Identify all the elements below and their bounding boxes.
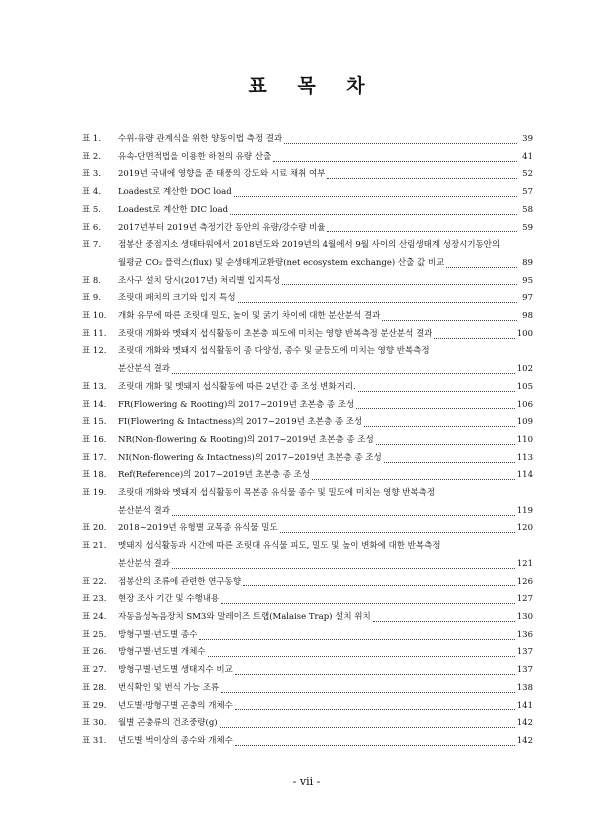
leader-dots bbox=[358, 390, 515, 392]
leader-dots bbox=[221, 602, 515, 604]
toc-entry-page: 100 bbox=[516, 328, 533, 339]
toc-entry-title: 방형구별·년도별 종수 bbox=[118, 629, 198, 640]
toc-entry-title: 2018~2019년 유형별 교목종 유식물 밀도 bbox=[118, 523, 278, 534]
toc-entry-title: NI(Non-flowering & Intactness)의 2017~2019년 초본층 종 조성 bbox=[118, 452, 382, 463]
toc-entry[interactable] bbox=[82, 644, 533, 662]
toc-entry-title: Ref(Reference)의 2017~2019년 초본층 종 조성 bbox=[118, 470, 311, 481]
leader-dots bbox=[172, 514, 515, 516]
toc-entry-page: 97 bbox=[522, 293, 533, 304]
toc-entry[interactable] bbox=[82, 379, 533, 397]
toc-entry-label: 표 20. bbox=[82, 523, 107, 534]
toc-entry-title: 조릿대 패치의 크기와 입지 특성 bbox=[118, 293, 236, 304]
toc-entry-label: 표 24. bbox=[82, 611, 107, 622]
toc-entry-label: 표 12. bbox=[82, 346, 107, 357]
toc-entry-title: 월평균 CO₂ 플럭스(flux) 및 순생태계교환량(net ecosystem exchange) 산출 값 비교 bbox=[118, 257, 445, 268]
toc-entry[interactable] bbox=[82, 538, 533, 573]
toc-entry-page: 137 bbox=[516, 665, 533, 676]
toc-entry-title: 조릿대 개화와 멧돼지 섭식활동이 종 다양성, 종수 및 균등도에 미치는 영향 반복측정 bbox=[118, 346, 430, 357]
toc-entry[interactable] bbox=[82, 574, 533, 592]
toc-entry[interactable] bbox=[82, 662, 533, 680]
toc-entry-page: 142 bbox=[516, 735, 533, 746]
toc-entry[interactable] bbox=[82, 202, 533, 220]
toc-entry-title: Loadest로 계산한 DIC load bbox=[118, 204, 229, 215]
toc-entry-title: 2017년부터 2019년 측정기간 동안의 유량/강수량 비율 bbox=[118, 222, 326, 233]
toc-entry-label: 표 26. bbox=[82, 647, 107, 658]
toc-entry-page: 41 bbox=[522, 151, 533, 162]
toc-entry-label: 표 15. bbox=[82, 417, 107, 428]
table-of-contents bbox=[82, 131, 533, 751]
toc-entry-label: 표 29. bbox=[82, 700, 107, 711]
toc-entry-label: 표 19. bbox=[82, 488, 107, 499]
toc-entry-title: FR(Flowering & Rooting)의 2017~2019년 초본층 종 조성 bbox=[118, 399, 355, 410]
leader-dots bbox=[327, 177, 517, 179]
toc-entry-label: 표 2. bbox=[82, 151, 102, 162]
leader-dots bbox=[284, 142, 517, 144]
toc-entry-label: 표 25. bbox=[82, 629, 107, 640]
toc-entry-title: Loadest로 계산한 DOC load bbox=[118, 187, 232, 198]
toc-entry-page: 113 bbox=[516, 452, 533, 463]
toc-entry[interactable] bbox=[82, 308, 533, 326]
toc-entry[interactable] bbox=[82, 220, 533, 238]
toc-entry-title: 개화 유무에 따른 조릿대 밀도, 높이 및 굵기 차이에 대한 분산분석 결과 bbox=[118, 311, 381, 322]
toc-entry-page: 127 bbox=[516, 594, 533, 605]
leader-dots bbox=[382, 319, 517, 321]
leader-dots bbox=[446, 266, 517, 268]
leader-dots bbox=[208, 655, 515, 657]
toc-entry-label: 표 22. bbox=[82, 576, 107, 587]
page-title: 표 목 차 bbox=[248, 75, 377, 97]
toc-entry-page: 130 bbox=[516, 611, 533, 622]
toc-entry-label: 표 18. bbox=[82, 470, 107, 481]
toc-entry-page: 114 bbox=[516, 470, 533, 481]
toc-entry-title: 번식확인 및 번식 가능 조류 bbox=[118, 682, 220, 693]
leader-dots bbox=[312, 478, 515, 480]
leader-dots bbox=[172, 372, 515, 374]
toc-entry-page: 52 bbox=[522, 169, 533, 180]
toc-entry-page: 57 bbox=[522, 187, 533, 198]
toc-entry[interactable] bbox=[82, 273, 533, 291]
leader-dots bbox=[235, 708, 515, 710]
toc-entry-title: 조사구 설치 당시(2017년) 처리별 입지특성 bbox=[118, 275, 281, 286]
toc-entry-page: 105 bbox=[516, 381, 533, 392]
toc-entry-title: 점봉산 중점지소 생태타워에서 2018년도와 2019년의 4월에서 9월 사이의 산림생태계 성장시기동안의 bbox=[118, 240, 501, 251]
toc-entry-title: 년도별 벅이상의 종수와 개체수 bbox=[118, 735, 233, 746]
toc-entry-label: 표 28. bbox=[82, 682, 107, 693]
toc-entry-title: FI(Flowering & Intactness)의 2017~2019년 초본층 종 조성 bbox=[118, 417, 363, 428]
toc-entry-title: 자동음성녹음장치 SM3와 말레이즈 트랩(Malaise Trap) 설치 위치 bbox=[118, 611, 371, 622]
toc-entry[interactable] bbox=[82, 414, 533, 432]
toc-entry[interactable] bbox=[82, 131, 533, 149]
leader-dots bbox=[327, 230, 517, 232]
toc-entry[interactable] bbox=[82, 432, 533, 450]
toc-entry-page: 39 bbox=[522, 134, 533, 144]
leader-dots bbox=[238, 301, 517, 303]
toc-entry[interactable] bbox=[82, 326, 533, 344]
toc-entry[interactable] bbox=[82, 166, 533, 184]
toc-entry-title: 2019년 국내에 영향을 준 태풍의 강도와 시료 채취 여부 bbox=[118, 169, 326, 180]
leader-dots bbox=[364, 425, 515, 427]
toc-entry-label: 표 14. bbox=[82, 399, 107, 410]
toc-entry-label: 표 5. bbox=[82, 204, 102, 215]
leader-dots bbox=[221, 691, 515, 693]
toc-entry-page: 136 bbox=[516, 629, 533, 640]
leader-dots bbox=[172, 567, 515, 569]
toc-entry-page: 119 bbox=[516, 505, 533, 516]
leader-dots bbox=[384, 461, 515, 463]
toc-entry-label: 표 10. bbox=[82, 311, 107, 322]
leader-dots bbox=[243, 584, 515, 586]
toc-entry[interactable] bbox=[82, 733, 533, 751]
page-number: - vii - bbox=[292, 775, 321, 788]
toc-entry-title: 월별 곤충류의 건조중량(g) bbox=[118, 718, 218, 729]
toc-entry[interactable] bbox=[82, 343, 533, 378]
toc-entry-title: 분산분석 결과 bbox=[118, 364, 170, 375]
leader-dots bbox=[235, 673, 515, 675]
toc-entry-page: 137 bbox=[516, 647, 533, 658]
toc-entry-label: 표 30. bbox=[82, 718, 107, 729]
toc-entry[interactable] bbox=[82, 520, 533, 538]
toc-entry[interactable] bbox=[82, 450, 533, 468]
leader-dots bbox=[235, 744, 515, 746]
toc-entry-label: 표 13. bbox=[82, 381, 107, 392]
toc-entry[interactable] bbox=[82, 467, 533, 485]
toc-entry-page: 121 bbox=[516, 558, 533, 569]
toc-entry-page: 58 bbox=[522, 204, 533, 215]
leader-dots bbox=[220, 726, 515, 728]
toc-entry-label: 표 21. bbox=[82, 541, 107, 552]
toc-entry-page: 102 bbox=[516, 364, 533, 375]
toc-entry[interactable] bbox=[82, 680, 533, 698]
toc-entry[interactable] bbox=[82, 237, 533, 272]
toc-entry[interactable] bbox=[82, 397, 533, 415]
toc-entry[interactable] bbox=[82, 591, 533, 609]
leader-dots bbox=[230, 213, 517, 215]
toc-entry-title: 유속-단면적법을 이용한 하천의 유량 산출 bbox=[118, 151, 272, 162]
toc-entry-page: 109 bbox=[516, 417, 533, 428]
toc-entry-page: 95 bbox=[522, 275, 533, 286]
toc-entry-page: 59 bbox=[522, 222, 533, 233]
toc-entry-page: 98 bbox=[522, 311, 533, 322]
toc-entry-title: 조릿대 개화 및 멧돼지 섭식활동에 따른 2년간 종 조성 변화거리. bbox=[118, 381, 356, 392]
toc-entry-page: 126 bbox=[516, 576, 533, 587]
leader-dots bbox=[273, 160, 517, 162]
toc-entry[interactable] bbox=[82, 627, 533, 645]
toc-entry-page: 89 bbox=[522, 257, 533, 268]
toc-entry-page: 120 bbox=[516, 523, 533, 534]
toc-entry-label: 표 3. bbox=[82, 169, 102, 180]
toc-entry[interactable] bbox=[82, 715, 533, 733]
toc-entry-page: 110 bbox=[516, 434, 533, 445]
leader-dots bbox=[234, 195, 517, 197]
toc-entry[interactable] bbox=[82, 149, 533, 167]
toc-entry-title: 방형구별·년도별 생태지수 비교 bbox=[118, 665, 233, 676]
toc-entry-label: 표 1. bbox=[82, 134, 102, 144]
toc-entry[interactable] bbox=[82, 698, 533, 716]
toc-entry-title: 현장 조사 기간 및 수행내용 bbox=[118, 594, 220, 605]
toc-entry-label: 표 16. bbox=[82, 434, 107, 445]
toc-entry-label: 표 31. bbox=[82, 735, 107, 746]
toc-entry[interactable] bbox=[82, 184, 533, 202]
toc-entry-page: 138 bbox=[516, 682, 533, 693]
toc-entry-label: 표 11. bbox=[82, 328, 107, 339]
leader-dots bbox=[199, 638, 514, 640]
leader-dots bbox=[434, 337, 514, 339]
leader-dots bbox=[376, 443, 515, 445]
toc-entry-title: 분산분석 결과 bbox=[118, 558, 170, 569]
leader-dots bbox=[373, 620, 515, 622]
toc-entry-title: 조릿대 개화와 멧돼지 섭식활동이 초본층 피도에 미치는 영향 반복측정 분산분석 결과 bbox=[118, 328, 433, 339]
toc-entry-label: 표 6. bbox=[82, 222, 102, 233]
toc-entry[interactable] bbox=[82, 290, 533, 308]
toc-entry-label: 표 23. bbox=[82, 594, 107, 605]
toc-entry-page: 141 bbox=[516, 700, 533, 711]
toc-entry-title: 수위-유량 관계식을 위한 양동이법 측정 결과 bbox=[118, 134, 283, 144]
leader-dots bbox=[282, 283, 517, 285]
toc-entry-title: 년도별·방형구별 곤충의 개체수 bbox=[118, 700, 233, 711]
toc-entry-label: 표 9. bbox=[82, 293, 102, 304]
toc-entry-title: NR(Non-flowering & Rooting)의 2017~2019년 초본층 종 조성 bbox=[118, 434, 374, 445]
toc-entry-title: 분산분석 결과 bbox=[118, 505, 170, 516]
toc-entry-title: 멧돼지 섭식활동과 시간에 따른 조릿대 유식물 피도, 밀도 및 높이 변화에 대한 반복측정 bbox=[118, 541, 441, 552]
toc-entry-page: 106 bbox=[516, 399, 533, 410]
toc-entry-title: 조릿대 개화와 멧돼지 섭식활동이 목본종 유식물 종수 및 밀도에 미치는 영향 반복측정 bbox=[118, 488, 436, 499]
toc-entry-label: 표 27. bbox=[82, 665, 107, 676]
toc-entry[interactable] bbox=[82, 485, 533, 520]
toc-entry-label: 표 17. bbox=[82, 452, 107, 463]
toc-entry-title: 점봉산의 조류에 관련한 연구동향 bbox=[118, 576, 242, 587]
toc-entry-page: 142 bbox=[516, 718, 533, 729]
toc-entry-label: 표 7. bbox=[82, 240, 102, 251]
leader-dots bbox=[280, 531, 515, 533]
toc-entry-label: 표 8. bbox=[82, 275, 102, 286]
toc-entry-label: 표 4. bbox=[82, 187, 102, 198]
leader-dots bbox=[356, 407, 515, 409]
toc-entry[interactable] bbox=[82, 609, 533, 627]
toc-entry-title: 방형구별·년도별 개체수 bbox=[118, 647, 206, 658]
